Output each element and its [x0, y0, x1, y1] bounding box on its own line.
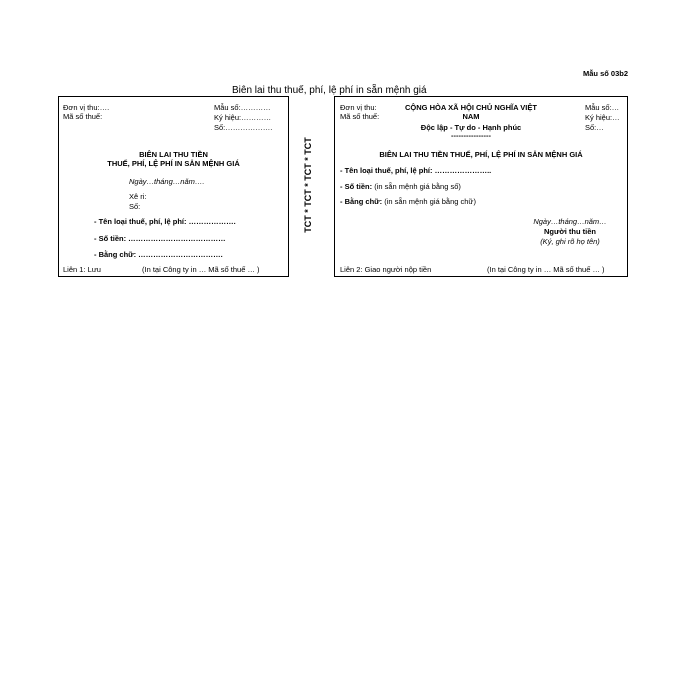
- stub-symbol: Ký hiệu:…………: [214, 113, 272, 122]
- receipt-in-words-row: [340, 197, 476, 206]
- stub-series-label: Xê ri:: [129, 192, 147, 201]
- receipt-amount-note: (in sẵn mệnh giá bằng số): [374, 182, 461, 191]
- receipt-national-title-line2: NAM: [462, 112, 480, 121]
- stub-amount: - Số tiền: …………………………………: [94, 234, 226, 243]
- receipt-in-words-label: - Bằng chữ:: [340, 197, 383, 206]
- receipt-amount-label: - Số tiền:: [340, 182, 373, 191]
- stub-tax-code-label: Mã số thuế:: [63, 112, 103, 121]
- stub-in-words: - Bằng chữ: …………………………….: [94, 250, 223, 259]
- receipt-rule: ----------------: [451, 131, 491, 140]
- stub-title-line1: BIÊN LAI THU TIỀN: [139, 150, 208, 159]
- receipt-in-words-note: (in sẵn mệnh giá bằng chữ): [384, 197, 476, 206]
- main-title: Biên lai thu thuế, phí, lệ phí in sẵn mệnh giá: [232, 85, 427, 96]
- form-code: Mẫu số 03b2: [583, 69, 629, 78]
- receipt-collector: Người thu tiền: [543, 227, 596, 236]
- stub-org-label: Đơn vị thu:….: [63, 103, 110, 112]
- stub-number: Số:……………….: [214, 123, 273, 132]
- stub-title-line2: THUẾ, PHÍ, LỆ PHÍ IN SẴN MỆNH GIÁ: [107, 159, 240, 168]
- receipt-motto: Độc lập - Tự do - Hạnh phúc: [420, 123, 522, 132]
- receipt-title: BIÊN LAI THU TIỀN THUẾ, PHÍ, LỆ PHÍ IN SẴN MỆNH GIÁ: [379, 150, 583, 159]
- receipt-number: Số:…: [585, 123, 604, 132]
- stub-copy-label: Liên 1: Lưu: [63, 265, 101, 274]
- vertical-tct-text: TCT * TCT * TCT * TCT: [303, 137, 313, 233]
- stub-printed-by: (In tại Công ty in … Mã số thuế … ): [142, 265, 260, 274]
- receipt-form-no: Mẫu số:…: [585, 103, 620, 112]
- receipt-amount-row: [340, 182, 461, 191]
- receipt-copy-label: Liên 2: Giao người nộp tiền: [340, 265, 432, 274]
- stub-date-line: Ngày…tháng…năm….: [129, 177, 205, 186]
- receipt-fee-type: - Tên loại thuế, phí, lệ phí: …………………..: [340, 166, 492, 175]
- receipt-tax-code-label: Mã số thuế:: [340, 112, 380, 121]
- stub-form-no: Mẫu số:…………: [214, 103, 271, 112]
- stub-fee-type: - Tên loại thuế, phí, lệ phí: ……………….: [94, 217, 236, 226]
- receipt-national-title-line1: CỘNG HÒA XÃ HỘI CHỦ NGHĨA VIỆT: [405, 103, 537, 112]
- receipt-org-label: Đơn vị thu:: [340, 103, 377, 112]
- receipt-printed-by: (In tại Công ty in … Mã số thuế … ): [487, 265, 605, 274]
- receipt-symbol: Ký hiệu:…: [585, 113, 620, 122]
- stub-no-label: Số:: [129, 202, 141, 211]
- receipt-sign-note: (Ký, ghi rõ họ tên): [540, 237, 600, 246]
- receipt-date-line: Ngày…tháng…năm…: [533, 217, 607, 226]
